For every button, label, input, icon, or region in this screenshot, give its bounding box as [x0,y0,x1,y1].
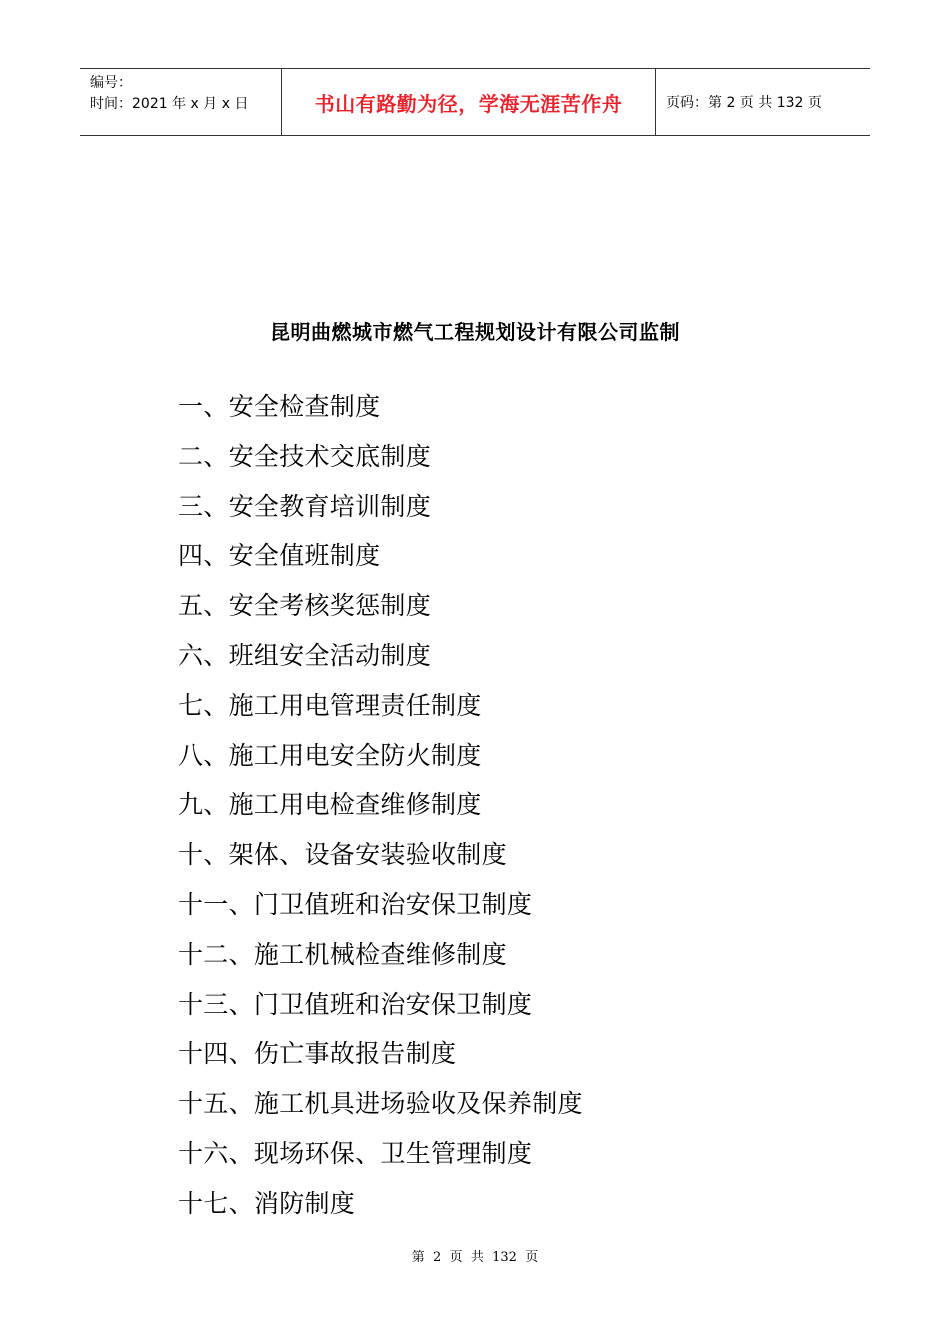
toc-item: 六、班组安全活动制度 [178,640,432,670]
toc-item: 八、施工用电安全防火制度 [178,740,482,770]
motto-text: 书山有路勤为径，学海无涯苦作舟 [314,91,623,116]
document-title: 昆明曲燃城市燃气工程规划设计有限公司监制 [270,320,680,344]
toc-item: 十七、消防制度 [178,1188,356,1218]
toc-item: 五、安全考核奖惩制度 [178,591,432,621]
number-label: 编号： [90,75,132,91]
toc-item: 七、施工用电管理责任制度 [178,690,482,720]
page-footer: 第 2 页 共 132 页 [411,1250,539,1265]
header-motto-cell [282,69,656,135]
toc-item: 十四、伤亡事故报告制度 [178,1039,457,1069]
header-page-cell [656,69,870,135]
toc-item: 十六、现场环保、卫生管理制度 [178,1138,533,1168]
toc-item: 九、施工用电检查维修制度 [178,790,482,820]
header-table [80,68,870,136]
header-meta-cell [80,69,282,135]
toc-item: 十五、施工机具进场验收及保养制度 [178,1089,583,1119]
toc-item: 十一、门卫值班和治安保卫制度 [178,889,533,919]
page-info: 页码：第 2 页 共 132 页 [666,95,822,111]
toc-item: 二、安全技术交底制度 [178,441,432,471]
toc-item: 一、安全检查制度 [178,392,381,421]
toc-item: 十三、门卫值班和治安保卫制度 [178,989,533,1019]
toc-item: 四、安全值班制度 [178,541,381,571]
toc-item: 十、架体、设备安装验收制度 [178,840,507,870]
time-label: 时间：2021 年 x 月 x 日 [90,96,249,112]
table-of-contents [178,386,583,1233]
toc-item: 三、安全教育培训制度 [178,491,432,521]
toc-item: 十二、施工机械检查维修制度 [178,939,507,969]
